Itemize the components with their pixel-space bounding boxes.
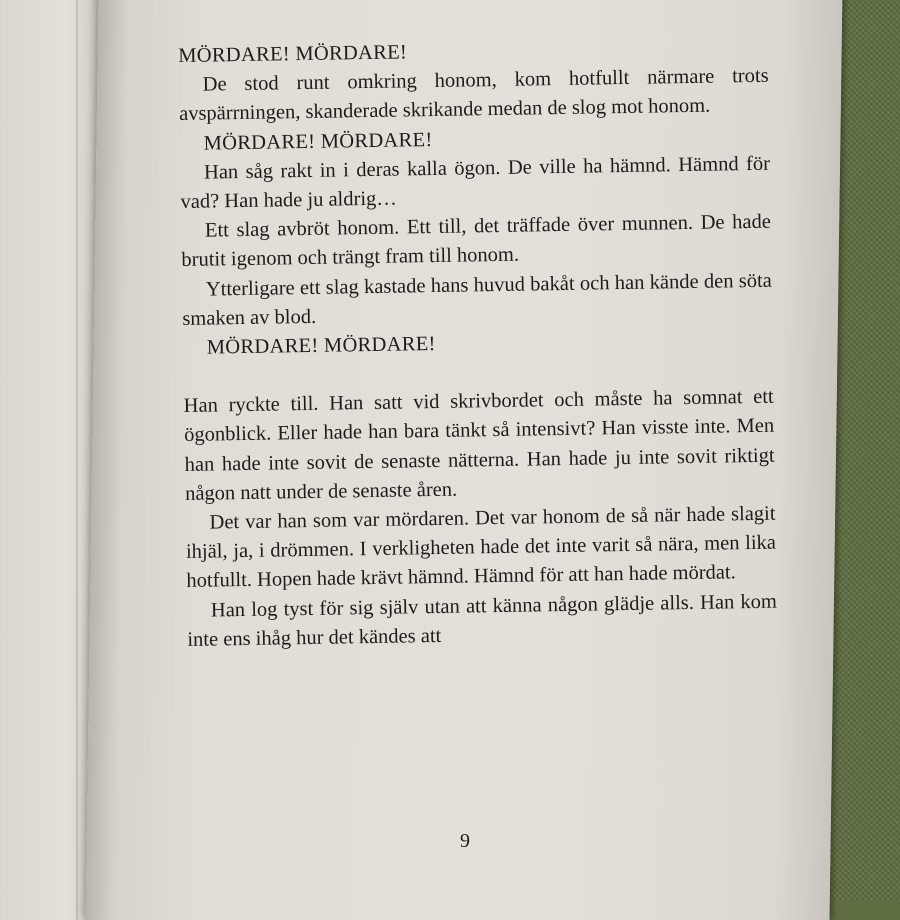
paragraph-2: De stod runt omkring honom, kom hotfullt närmare trots avspärrningen, skanderade skrikande medan de slog mot honom.	[178, 64, 769, 126]
paragraph-10: Han log tyst för sig själv utan att känna någon glädje alls. Han kom inte ens ihåg hur det kändes att	[187, 590, 778, 651]
paragraph-5: Ett slag avbröt honom. Ett till, det träffade över munnen. De hade brutit igenom och trängt fram till honom.	[181, 210, 772, 272]
page-text	[178, 33, 778, 655]
paragraph-7: MÖRDARE! MÖRDARE!	[206, 333, 436, 359]
paragraph-9: Det var han som var mördaren. Det var honom de så när hade slagit ihjäl, ja, i drömmen. I verkligheten hade det inte varit så nära, men lika hotfullt. Hopen hade krävt hämnd. Hämnd för att han hade mördat.	[185, 502, 777, 593]
page-number: 9	[460, 830, 470, 852]
paragraph-8: Han ryckte till. Han satt vid skrivbordet och måste ha somnat ett ögonblick. Eller hade han bara tänkt så intensivt? Han visste inte. Men han hade inte sovit de senaste nätterna. Han hade ju inte sovit riktigt någon natt under de senaste åren.	[183, 385, 775, 505]
paragraph-3: MÖRDARE! MÖRDARE!	[203, 128, 433, 155]
paragraph-4: Han såg rakt in i deras kalla ögon. De ville ha hämnd. Hämnd för vad? Han hade ju aldrig…	[180, 152, 771, 213]
left-page-edge	[76, 0, 78, 920]
paragraph-6: Ytterligare ett slag kastade hans huvud bakåt och han kände den söta smaken av blod.	[182, 269, 772, 330]
paragraph-1: MÖRDARE! MÖRDARE!	[178, 41, 408, 67]
